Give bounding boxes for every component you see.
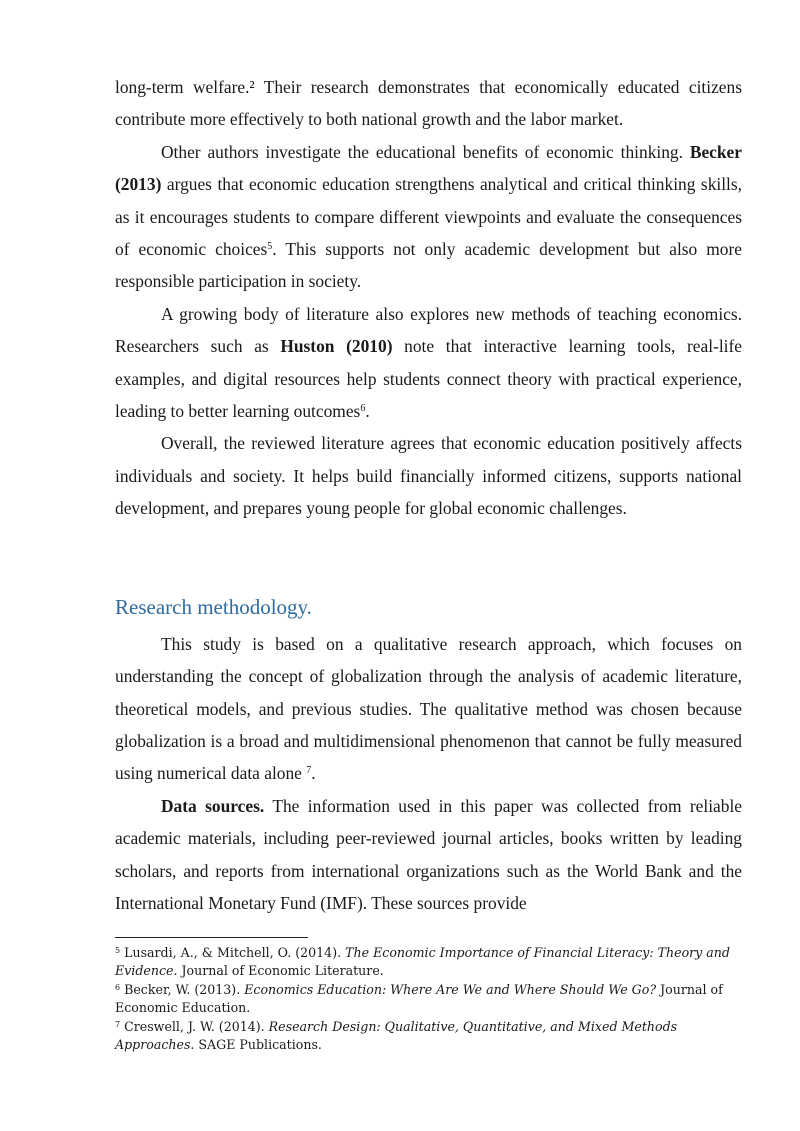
subheading-bold: Data sources. bbox=[161, 795, 265, 816]
paragraph-text: The information used in this paper was collected from reliable academic materials, including peer-reviewed journal articles, books written by leading scholars, and reports from international organizations such as the World Bank and the International Monetary Fund (IMF). These sources provide bbox=[115, 795, 743, 913]
footnote-title: The Economic Importance of Financial Literacy: Theory and Evidence. bbox=[115, 945, 730, 979]
paragraph-text: . This supports not only academic development but also more responsible participation in society. bbox=[115, 239, 742, 292]
footnote-author: Creswell, J. W. (2014). bbox=[120, 1018, 269, 1034]
section-heading: Research methodology. bbox=[115, 594, 312, 619]
paragraph-continuation bbox=[115, 71, 742, 136]
footnote-author: Lusardi, A., & Mitchell, O. (2014). bbox=[120, 945, 346, 960]
footnote bbox=[115, 1018, 742, 1055]
paragraph-text: A growing body of literature also explores new methods of teaching economics. Researchers such as bbox=[115, 303, 742, 357]
footnote-ref[interactable]: 6 bbox=[360, 403, 366, 415]
paragraph-text: argues that economic education strengthens analytical and critical thinking skills, as it encourages students to compare different viewpoints and evaluate the consequences of economic choices bbox=[115, 174, 742, 260]
footnote-source: Journal of Economic Education. bbox=[115, 981, 723, 1016]
citation-bold: Becker (2013) bbox=[115, 141, 742, 195]
footnote-title: Research Design: Qualitative, Quantitative, and Mixed Methods Approaches. bbox=[115, 1018, 678, 1053]
paragraph-text: long-term welfare.² Their research demonstrates that economically educated citizens contribute more effectively to both national growth and the labor market. bbox=[115, 77, 742, 130]
footnote-ref[interactable]: 5 bbox=[267, 241, 273, 253]
paragraph-text: . bbox=[311, 763, 316, 784]
paragraph-methodology bbox=[115, 628, 742, 790]
footnote bbox=[115, 944, 742, 981]
footnote-ref[interactable]: 7 bbox=[306, 765, 312, 777]
paragraph-text: note that interactive learning tools, real-life examples, and digital resources help students connect theory with practical experience, leading to better learning outcomes bbox=[115, 336, 742, 422]
paragraph-text: This study is based on a qualitative research approach, which focuses on understanding the concept of globalization through the analysis of academic literature, theoretical models, and previous studies. The qualitative method was chosen because globalization is a broad and multidimensional phenomenon that cannot be fully measured using numerical data alone bbox=[115, 633, 742, 784]
footnote-number: 5 bbox=[115, 946, 121, 955]
footnote-source: Journal of Economic Literature. bbox=[177, 963, 384, 979]
footnote-number: 7 bbox=[115, 1019, 121, 1029]
footnote-author: Becker, W. (2013). bbox=[120, 981, 245, 997]
paragraph-huston bbox=[115, 298, 742, 428]
footnotes bbox=[115, 944, 742, 1054]
footnote-number: 6 bbox=[115, 982, 121, 992]
paragraph-text: . bbox=[365, 401, 370, 422]
footnote bbox=[115, 981, 742, 1018]
footnote-title: Economics Education: Where Are We and Where Should We Go? bbox=[244, 981, 657, 997]
paragraph-text: Other authors investigate the educational benefits of economic thinking. bbox=[161, 141, 690, 162]
document-body bbox=[115, 71, 742, 919]
paragraph-becker bbox=[115, 136, 742, 298]
paragraph-overall bbox=[115, 427, 742, 524]
footnote-separator bbox=[115, 937, 308, 938]
paragraph-data-sources bbox=[115, 790, 742, 920]
footnote-source: SAGE Publications. bbox=[194, 1037, 322, 1053]
citation-bold: Huston (2010) bbox=[280, 336, 393, 357]
paragraph-text: Overall, the reviewed literature agrees that economic education positively affects individuals and society. It helps build financially informed citizens, supports national development, and prepares young people for global economic challenges. bbox=[115, 433, 742, 519]
